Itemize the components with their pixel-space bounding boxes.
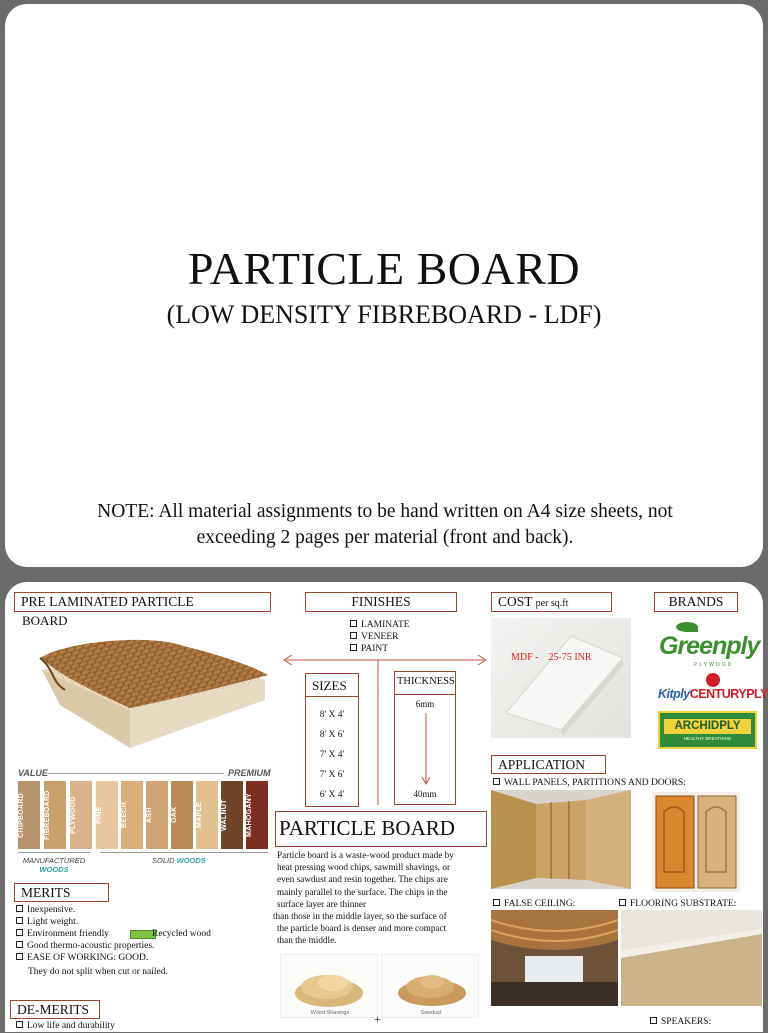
title-slide: [5, 4, 763, 567]
checkbox-icon: [350, 620, 357, 627]
wood-oak: OAK: [171, 781, 193, 849]
finishes-heading-box: [305, 592, 457, 612]
false-ceiling-photo: [491, 910, 618, 1006]
pre-laminated-box: [14, 592, 271, 612]
recycled-wood-label: Recycled wood: [152, 929, 211, 939]
wood-fibreboard: FIBREBOARD: [44, 781, 66, 849]
split-note: They do not split when cut or nailed.: [28, 967, 168, 977]
list-item: PAINT: [350, 643, 410, 655]
pre-laminated-line2: BOARD: [22, 613, 68, 628]
slide-subtitle: (LOW DENSITY FIBREBOARD - LDF): [166, 300, 602, 329]
wood-maple: MAPLE: [196, 781, 218, 849]
finishes-heading: FINISHES: [351, 594, 411, 609]
thickness-heading: THICKNESS: [397, 676, 455, 687]
list-item: 8' X 4': [319, 710, 345, 720]
list-item: EASE OF WORKING: GOOD.: [16, 952, 154, 964]
wood-shavings-photo: [280, 954, 378, 1018]
century-star-icon: [706, 673, 720, 687]
false-ceiling-label: FALSE CEILING:: [493, 898, 575, 911]
checkbox-icon: [493, 778, 500, 785]
wood-ash: ASH: [146, 781, 168, 849]
arrow-down-icon: [421, 713, 431, 787]
demerits-heading-box: [10, 1000, 100, 1019]
description: Particle board is a waste-wood product made by heat pressing wood chips, sawmill shavings, or even sawdust and resin together. The chips are mainly parallel to the surface. The chips in the surface layer are thinner than those in the middle layer, so the surface of the particle board is denser and more compact than the middle.: [273, 850, 454, 946]
wood-beech: BEECH: [121, 781, 143, 849]
checkbox-icon: [16, 917, 23, 924]
thickness-min: 6mm: [415, 699, 435, 709]
merits-heading-box: [14, 883, 109, 902]
checkbox-icon: [16, 929, 23, 936]
solid-woods-label: SOLID WOODS: [152, 856, 206, 865]
value-label: VALUE: [18, 768, 48, 778]
checkbox-icon: [16, 953, 23, 960]
photo-caption: Sawdust: [420, 1010, 442, 1016]
wood-chipboard: CHIPBOARD: [18, 781, 40, 849]
list-item: 6' X 4': [319, 790, 345, 800]
mdf-board-photo: [491, 618, 631, 738]
kitply-centuryply-logo: KitplyCENTURYPLY: [658, 687, 768, 701]
door-photo: [652, 792, 740, 892]
checkbox-icon: [16, 1021, 23, 1028]
list-item: Good thermo-acoustic properties.: [16, 940, 154, 952]
list-item: LAMINATE: [350, 619, 410, 631]
list-item: Inexpensive.: [16, 904, 154, 916]
sawdust-photo: [381, 954, 479, 1018]
center-title-box: [275, 811, 487, 847]
premium-label: PREMIUM: [228, 768, 271, 778]
note-line-2: exceeding 2 pages per material (front and back).: [196, 527, 574, 548]
checkbox-icon: [650, 1017, 657, 1024]
list-item: 7' X 6': [319, 770, 345, 780]
greenply-logo: Greenply PLYWOOD: [656, 622, 746, 672]
photo-caption: Wood Shavings: [310, 1010, 350, 1016]
thickness-heading-box: [394, 671, 456, 695]
wood-plywood: PLYWOOD: [70, 781, 92, 849]
wall-panels-label: WALL PANELS, PARTITIONS AND DOORS:: [493, 777, 686, 790]
list-item: 7' X 4': [319, 750, 345, 760]
checkbox-icon: [619, 899, 626, 906]
cost-heading-box: [491, 592, 612, 612]
checkbox-icon: [350, 632, 357, 639]
speakers-label: SPEAKERS:: [650, 1016, 711, 1029]
center-title: PARTICLE BOARD: [279, 816, 455, 840]
merits-heading: MERITS: [21, 885, 71, 900]
manufactured-woods-label: MANUFACTURED WOODS: [22, 856, 86, 874]
cost-heading: COST: [498, 594, 533, 609]
flooring-photo: [621, 910, 762, 1006]
solid-line: [100, 852, 268, 853]
note-line-1: NOTE: All material assignments to be hand written on A4 size sheets, not: [97, 501, 673, 522]
list-item: Environment friendly: [16, 928, 154, 940]
assignment-note: [60, 499, 710, 551]
demerits-heading: DE-MERITS: [17, 1002, 89, 1017]
thickness-max: 40mm: [413, 789, 437, 799]
sizes-list: [305, 697, 359, 807]
checkbox-icon: [16, 941, 23, 948]
value-premium-line: [48, 773, 224, 774]
brands-heading: BRANDS: [668, 594, 724, 609]
wood-walnut: WALNUT: [221, 781, 243, 849]
checkbox-icon: [493, 899, 500, 906]
sizes-heading: SIZES: [312, 678, 347, 693]
list-item: 8' X 6': [319, 730, 345, 740]
slide-title: PARTICLE BOARD: [187, 243, 581, 294]
cost-unit: per sq.ft: [535, 598, 569, 609]
laminated-board-illustration: [30, 630, 275, 755]
demerits-item: Low life and durability: [16, 1020, 115, 1033]
thickness-range: [394, 695, 456, 805]
wood-mahogany: MAHOGANY: [246, 781, 268, 849]
flooring-label: FLOORING SUBSTRATE:: [619, 898, 736, 911]
archidply-logo: ARCHIDPLY HEALTHY BREATHING: [658, 711, 757, 749]
application-heading: APPLICATION: [498, 757, 586, 772]
list-item: VENEER: [350, 631, 410, 643]
sizes-heading-box: [305, 673, 359, 697]
manufactured-line: [18, 852, 90, 853]
application-heading-box: [491, 755, 606, 774]
checkbox-icon: [16, 905, 23, 912]
wall-panels-photo: [491, 790, 631, 889]
leaf-icon: [676, 622, 698, 632]
brands-heading-box: [654, 592, 738, 612]
plus-icon: +: [374, 1012, 381, 1026]
cost-value: MDF - 25-75 INR: [511, 652, 592, 663]
pre-laminated-line1: PRE LAMINATED PARTICLE: [21, 594, 194, 609]
list-item: Light weight.: [16, 916, 154, 928]
wood-pine: PINE: [96, 781, 118, 849]
